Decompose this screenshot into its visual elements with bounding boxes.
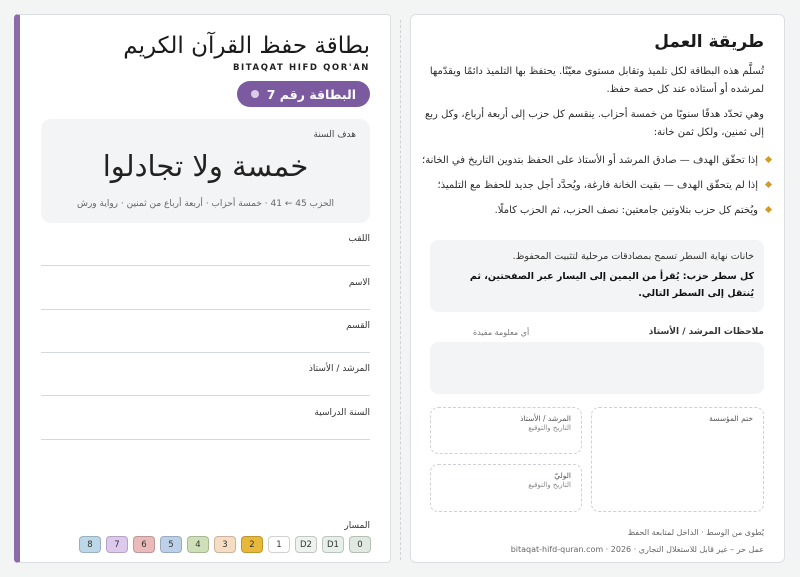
track-step-3[interactable]: 3 <box>214 536 236 553</box>
field-label: السنة الدراسية <box>314 408 370 418</box>
note-bold-text: كل سطر حزب: يُقرأ من اليمين إلى اليسار عبر الصفحتين، ثم يُنتقل إلى السطر التالي. <box>469 271 754 299</box>
list-item: ويُختم كل حزب بتلاوتين جامعتين: نصف الحزب، ثم الحزب كاملًا. <box>422 202 772 220</box>
field-label: القسم <box>346 321 370 331</box>
note-text: خانات نهاية السطر تسمح بمصادقات مرحلية لتثبيت المحفوظ. <box>512 251 754 262</box>
field-surname[interactable] <box>41 234 370 266</box>
track-step-d2[interactable]: D2 <box>295 536 317 553</box>
field-label: اللقب <box>348 234 370 244</box>
notes-hint: أي معلومة مفيدة <box>473 328 530 337</box>
guardian-sig-sub: التاريخ والتوقيع <box>528 481 571 489</box>
method-list <box>422 152 772 227</box>
method-paragraph-2: وهي تحدّد هدفًا سنويًا من خمسة أحزاب. ينقسم كل حزب إلى أربعة أرباع، وكل ربع إلى ثمنين، ولكل ثمن خانة: <box>424 109 764 138</box>
institution-stamp-box[interactable] <box>591 407 764 512</box>
field-label: المرشد / الأستاذ <box>308 364 370 374</box>
memorization-card <box>14 14 391 563</box>
field-school-year[interactable] <box>41 408 370 440</box>
footer-credits: bitaqat-hifd-quran.com · 2026 · عمل حر – غير قابل للاستغلال التجاري <box>510 545 764 554</box>
footer-fold-note: يُطوى من الوسط · الداخل لمتابعة الحفظ <box>627 528 764 537</box>
track-label: المسار <box>344 521 370 531</box>
track-step-d1[interactable]: D1 <box>322 536 344 553</box>
goal-panel <box>41 119 370 223</box>
goal-label: هدف السنة <box>313 130 356 140</box>
track-step-2[interactable]: 2 <box>241 536 263 553</box>
list-item: إذا لم يتحقّق الهدف — بقيت الخانة فارغة، ويُحدَّد أجل جديد للحفظ مع التلميذ؛ <box>422 177 772 195</box>
info-note <box>430 240 764 312</box>
track-step-1[interactable]: 1 <box>268 536 290 553</box>
card-number-badge <box>237 81 370 107</box>
track-step-7[interactable]: 7 <box>106 536 128 553</box>
card-number-label: البطاقة رقم 7 <box>266 86 356 102</box>
notes-label: ملاحظات المرشد / الأستاذ <box>648 327 764 337</box>
goal-text: خمسة ولا تجادلوا <box>102 149 309 183</box>
teacher-sig-sub: التاريخ والتوقيع <box>528 424 571 432</box>
method-card <box>410 14 785 563</box>
field-name[interactable] <box>41 278 370 310</box>
track-step-8[interactable]: 8 <box>79 536 101 553</box>
guardian-signature-box[interactable] <box>430 464 582 512</box>
field-teacher[interactable] <box>41 364 370 396</box>
goal-meta: الحزب 45 ← 41 · خمسة أحزاب · أربعة أرباع من ثمنين · رواية ورش <box>76 199 335 209</box>
list-item: إذا تحقّق الهدف — صادق المرشد أو الأستاذ على الحفظ بتدوين التاريخ في الخانة؛ <box>422 152 772 170</box>
card-title-latin: BITAQAT HIFD QOR'AN <box>232 63 370 73</box>
field-class[interactable] <box>41 321 370 353</box>
method-title: طريقة العمل <box>654 32 764 52</box>
badge-dot-icon <box>251 90 259 98</box>
track-step-5[interactable]: 5 <box>160 536 182 553</box>
method-paragraph-1: تُسلَّم هذه البطاقة لكل تلميذ وتقابل مستوى معيّنًا. يحتفظ بها التلميذ دائمًا ويقدّمها لمرشده أو أستاذه عند كل حصة حفظ. <box>429 66 764 95</box>
stamp-label: ختم المؤسسة <box>709 414 753 423</box>
track-step-0[interactable]: 0 <box>349 536 371 553</box>
track-step-4[interactable]: 4 <box>187 536 209 553</box>
teacher-sig-label: المرشد / الأستاذ <box>520 414 571 423</box>
guardian-sig-label: الوليّ <box>554 471 571 480</box>
card-title-arabic: بطاقة حفظ القرآن الكريم <box>123 33 370 59</box>
track-steps <box>79 536 371 553</box>
teacher-signature-box[interactable] <box>430 407 582 454</box>
card-header <box>123 31 370 73</box>
track-step-6[interactable]: 6 <box>133 536 155 553</box>
notes-field[interactable] <box>430 342 764 394</box>
field-label: الاسم <box>348 278 370 288</box>
fold-divider <box>400 20 401 560</box>
